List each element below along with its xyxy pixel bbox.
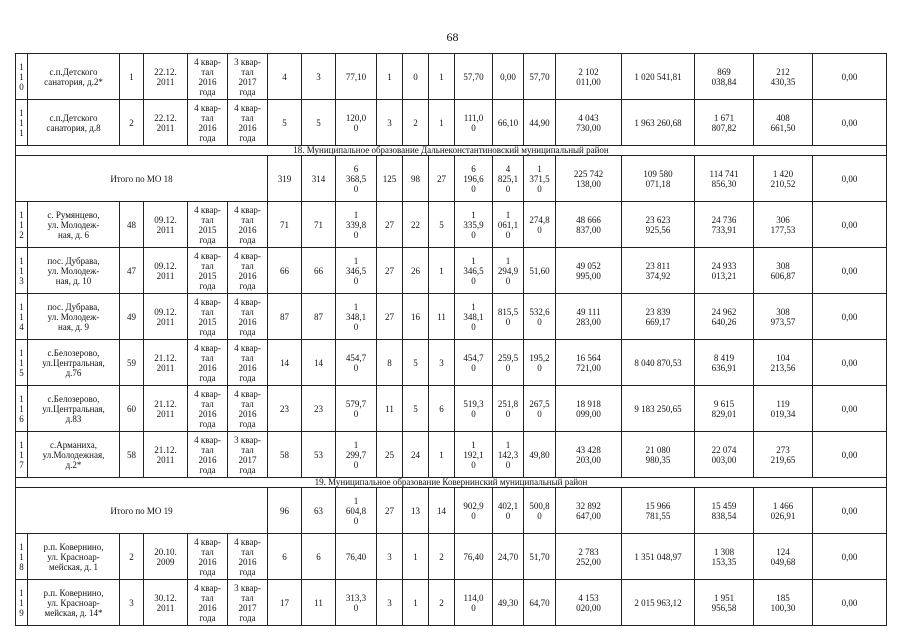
value-c12: 24,70 <box>493 534 524 580</box>
table-row <box>16 534 887 580</box>
row-index: 1 1 4 <box>16 294 28 340</box>
total-value-c14: 32 892 647,00 <box>556 488 622 534</box>
table-row <box>16 248 887 294</box>
value-c7: 77,10 <box>336 54 377 100</box>
value-c7: 76,40 <box>336 534 377 580</box>
total-value-c11: 6 196,6 0 <box>455 156 493 202</box>
address-cell: с.Белозерово, ул.Центральная, д.83 <box>28 386 120 432</box>
value-c14: 16 564 721,00 <box>556 340 622 386</box>
value-c7: 1 339,8 0 <box>336 202 377 248</box>
value-c14: 48 666 837,00 <box>556 202 622 248</box>
total-value-c7: 6 368,5 0 <box>336 156 377 202</box>
value-c5: 66 <box>268 248 302 294</box>
value-c12: 259,5 0 <box>493 340 524 386</box>
total-value-c14: 225 742 138,00 <box>556 156 622 202</box>
total-label: Итого по МО 19 <box>16 488 268 534</box>
table-row <box>16 54 887 100</box>
total-value-c12: 4 825,1 0 <box>493 156 524 202</box>
address-cell: с.Белозерово, ул.Центральная, д.76 <box>28 340 120 386</box>
value-c11: 1 335,9 0 <box>455 202 493 248</box>
value-c16: 1 671 807,82 <box>695 100 754 146</box>
value-c5: 23 <box>268 386 302 432</box>
value-c18: 0,00 <box>813 386 887 432</box>
value-c9: 5 <box>403 340 429 386</box>
value-c18: 0,00 <box>813 202 887 248</box>
value-c17: 124 049,68 <box>754 534 813 580</box>
value-c6: 87 <box>302 294 336 340</box>
value-c10: 1 <box>429 54 455 100</box>
value-c13: 195,2 0 <box>524 340 556 386</box>
plan-end-cell: 4 квар- тал 2016 года <box>228 534 268 580</box>
plan-start-cell: 4 квар- тал 2016 года <box>188 432 228 478</box>
total-value-c13: 1 371,5 0 <box>524 156 556 202</box>
address-cell: р.п. Ковернино, ул. Краснoар- мейская, д. 1 <box>28 534 120 580</box>
plan-end-cell: 3 квар- тал 2017 года <box>228 432 268 478</box>
value-c7: 313,3 0 <box>336 580 377 626</box>
value-c18: 0,00 <box>813 294 887 340</box>
value-c15: 23 811 374,92 <box>622 248 695 294</box>
row-index: 1 1 1 <box>16 100 28 146</box>
date-cell: 09.12. 2011 <box>144 248 188 294</box>
value-c10: 11 <box>429 294 455 340</box>
value-c7: 120,0 0 <box>336 100 377 146</box>
value-c6: 23 <box>302 386 336 432</box>
number-cell: 3 <box>120 580 144 626</box>
value-c15: 23 623 925,56 <box>622 202 695 248</box>
plan-end-cell: 4 квар- тал 2016 года <box>228 294 268 340</box>
total-row <box>16 488 887 534</box>
date-cell: 22.12. 2011 <box>144 54 188 100</box>
value-c14: 2 102 011,00 <box>556 54 622 100</box>
value-c16: 24 962 640,26 <box>695 294 754 340</box>
number-cell: 60 <box>120 386 144 432</box>
value-c17: 408 661,50 <box>754 100 813 146</box>
value-c8: 3 <box>377 100 403 146</box>
total-value-c9: 98 <box>403 156 429 202</box>
plan-start-cell: 4 квар- тал 2016 года <box>188 386 228 432</box>
value-c10: 5 <box>429 202 455 248</box>
plan-end-cell: 3 квар- тал 2017 года <box>228 580 268 626</box>
total-value-c17: 1 420 210,52 <box>754 156 813 202</box>
value-c9: 24 <box>403 432 429 478</box>
value-c7: 579,7 0 <box>336 386 377 432</box>
row-index: 1 1 0 <box>16 54 28 100</box>
value-c12: 815,5 0 <box>493 294 524 340</box>
value-c8: 25 <box>377 432 403 478</box>
address-cell: с. Румянцево, ул. Молодеж- ная, д. 6 <box>28 202 120 248</box>
number-cell: 2 <box>120 534 144 580</box>
value-c13: 274,8 0 <box>524 202 556 248</box>
value-c18: 0,00 <box>813 432 887 478</box>
value-c11: 111,0 0 <box>455 100 493 146</box>
value-c17: 212 430,35 <box>754 54 813 100</box>
total-value-c6: 314 <box>302 156 336 202</box>
value-c5: 58 <box>268 432 302 478</box>
value-c15: 1 351 048,97 <box>622 534 695 580</box>
value-c12: 66,10 <box>493 100 524 146</box>
value-c15: 1 020 541,81 <box>622 54 695 100</box>
value-c14: 49 111 283,00 <box>556 294 622 340</box>
value-c13: 267,5 0 <box>524 386 556 432</box>
table-row <box>16 580 887 626</box>
value-c14: 4 043 730,00 <box>556 100 622 146</box>
plan-end-cell: 4 квар- тал 2016 года <box>228 248 268 294</box>
value-c16: 869 038,84 <box>695 54 754 100</box>
value-c14: 18 918 099,00 <box>556 386 622 432</box>
value-c16: 24 933 013,21 <box>695 248 754 294</box>
row-index: 1 1 7 <box>16 432 28 478</box>
value-c9: 22 <box>403 202 429 248</box>
total-value-c11: 902,9 0 <box>455 488 493 534</box>
total-value-c15: 109 580 071,18 <box>622 156 695 202</box>
value-c15: 1 963 260,68 <box>622 100 695 146</box>
value-c5: 14 <box>268 340 302 386</box>
value-c10: 1 <box>429 432 455 478</box>
value-c8: 3 <box>377 580 403 626</box>
table-row <box>16 340 887 386</box>
value-c6: 71 <box>302 202 336 248</box>
value-c11: 1 348,1 0 <box>455 294 493 340</box>
value-c6: 66 <box>302 248 336 294</box>
date-cell: 22.12. 2011 <box>144 100 188 146</box>
address-cell: с.Арманиха, ул.Молодежная, д.2* <box>28 432 120 478</box>
value-c6: 5 <box>302 100 336 146</box>
total-value-c13: 500,8 0 <box>524 488 556 534</box>
date-cell: 21.12. 2011 <box>144 386 188 432</box>
value-c9: 0 <box>403 54 429 100</box>
plan-start-cell: 4 квар- тал 2015 года <box>188 202 228 248</box>
value-c14: 4 153 020,00 <box>556 580 622 626</box>
value-c5: 17 <box>268 580 302 626</box>
value-c18: 0,00 <box>813 340 887 386</box>
value-c11: 1 192,1 0 <box>455 432 493 478</box>
section-title: 18. Муниципальное образование Дальнеконстантиновский муниципальный район <box>16 146 887 156</box>
address-cell: пос. Дубрава, ул. Молодеж- ная, д. 10 <box>28 248 120 294</box>
value-c12: 49,30 <box>493 580 524 626</box>
value-c11: 454,7 0 <box>455 340 493 386</box>
value-c11: 519,3 0 <box>455 386 493 432</box>
value-c15: 21 080 980,35 <box>622 432 695 478</box>
total-value-c18: 0,00 <box>813 156 887 202</box>
value-c7: 1 299,7 0 <box>336 432 377 478</box>
value-c15: 8 040 870,53 <box>622 340 695 386</box>
table-row <box>16 100 887 146</box>
value-c16: 22 074 003,00 <box>695 432 754 478</box>
value-c18: 0,00 <box>813 534 887 580</box>
plan-end-cell: 4 квар- тал 2016 года <box>228 100 268 146</box>
number-cell: 47 <box>120 248 144 294</box>
value-c6: 6 <box>302 534 336 580</box>
number-cell: 59 <box>120 340 144 386</box>
plan-start-cell: 4 квар- тал 2016 года <box>188 534 228 580</box>
value-c8: 1 <box>377 54 403 100</box>
plan-start-cell: 4 квар- тал 2016 года <box>188 100 228 146</box>
value-c8: 8 <box>377 340 403 386</box>
value-c13: 51,70 <box>524 534 556 580</box>
value-c7: 1 348,1 0 <box>336 294 377 340</box>
plan-end-cell: 3 квар- тал 2017 года <box>228 54 268 100</box>
value-c12: 1 142,3 0 <box>493 432 524 478</box>
total-value-c9: 13 <box>403 488 429 534</box>
value-c9: 1 <box>403 534 429 580</box>
total-value-c5: 96 <box>268 488 302 534</box>
plan-start-cell: 4 квар- тал 2016 года <box>188 580 228 626</box>
value-c6: 53 <box>302 432 336 478</box>
value-c13: 51,60 <box>524 248 556 294</box>
value-c18: 0,00 <box>813 580 887 626</box>
value-c8: 11 <box>377 386 403 432</box>
value-c9: 2 <box>403 100 429 146</box>
total-value-c10: 14 <box>429 488 455 534</box>
value-c7: 1 346,5 0 <box>336 248 377 294</box>
table-row <box>16 386 887 432</box>
address-cell: с.п.Детского санатория, д.8 <box>28 100 120 146</box>
value-c11: 57,70 <box>455 54 493 100</box>
value-c13: 532,6 0 <box>524 294 556 340</box>
plan-start-cell: 4 квар- тал 2016 года <box>188 340 228 386</box>
date-cell: 21.12. 2011 <box>144 432 188 478</box>
value-c10: 2 <box>429 580 455 626</box>
date-cell: 30.12. 2011 <box>144 580 188 626</box>
total-value-c17: 1 466 026,91 <box>754 488 813 534</box>
total-value-c7: 1 604,8 0 <box>336 488 377 534</box>
value-c18: 0,00 <box>813 54 887 100</box>
value-c10: 1 <box>429 100 455 146</box>
total-value-c12: 402,1 0 <box>493 488 524 534</box>
number-cell: 49 <box>120 294 144 340</box>
total-value-c16: 15 459 838,54 <box>695 488 754 534</box>
value-c17: 273 219,65 <box>754 432 813 478</box>
value-c6: 14 <box>302 340 336 386</box>
value-c5: 87 <box>268 294 302 340</box>
row-index: 1 1 9 <box>16 580 28 626</box>
value-c10: 3 <box>429 340 455 386</box>
value-c6: 11 <box>302 580 336 626</box>
total-value-c8: 125 <box>377 156 403 202</box>
section-header-row <box>16 478 887 488</box>
value-c12: 1 061,1 0 <box>493 202 524 248</box>
value-c15: 9 183 250,65 <box>622 386 695 432</box>
value-c16: 8 419 636,91 <box>695 340 754 386</box>
number-cell: 2 <box>120 100 144 146</box>
value-c6: 3 <box>302 54 336 100</box>
value-c8: 27 <box>377 202 403 248</box>
value-c9: 5 <box>403 386 429 432</box>
total-label: Итого по МО 18 <box>16 156 268 202</box>
value-c9: 16 <box>403 294 429 340</box>
value-c17: 306 177,53 <box>754 202 813 248</box>
row-index: 1 1 5 <box>16 340 28 386</box>
total-value-c5: 319 <box>268 156 302 202</box>
value-c11: 1 346,5 0 <box>455 248 493 294</box>
date-cell: 21.12. 2011 <box>144 340 188 386</box>
address-cell: с.п.Детского санатория, д.2* <box>28 54 120 100</box>
value-c10: 6 <box>429 386 455 432</box>
value-c18: 0,00 <box>813 100 887 146</box>
plan-end-cell: 4 квар- тал 2016 года <box>228 386 268 432</box>
value-c14: 43 428 203,00 <box>556 432 622 478</box>
plan-start-cell: 4 квар- тал 2015 года <box>188 248 228 294</box>
value-c10: 1 <box>429 248 455 294</box>
number-cell: 58 <box>120 432 144 478</box>
section-header-row <box>16 146 887 156</box>
value-c5: 4 <box>268 54 302 100</box>
plan-end-cell: 4 квар- тал 2016 года <box>228 340 268 386</box>
number-cell: 48 <box>120 202 144 248</box>
value-c7: 454,7 0 <box>336 340 377 386</box>
total-value-c10: 27 <box>429 156 455 202</box>
value-c17: 104 213,56 <box>754 340 813 386</box>
value-c17: 308 973,57 <box>754 294 813 340</box>
value-c5: 5 <box>268 100 302 146</box>
section-title: 19. Муниципальное образование Ковернинский муниципальный район <box>16 478 887 488</box>
value-c16: 1 308 153,35 <box>695 534 754 580</box>
value-c18: 0,00 <box>813 248 887 294</box>
value-c16: 24 736 733,91 <box>695 202 754 248</box>
value-c10: 2 <box>429 534 455 580</box>
value-c15: 23 839 669,17 <box>622 294 695 340</box>
total-value-c16: 114 741 856,30 <box>695 156 754 202</box>
value-c17: 308 606,87 <box>754 248 813 294</box>
value-c13: 57,70 <box>524 54 556 100</box>
total-row <box>16 156 887 202</box>
value-c11: 76,40 <box>455 534 493 580</box>
value-c15: 2 015 963,12 <box>622 580 695 626</box>
total-value-c8: 27 <box>377 488 403 534</box>
date-cell: 20.10. 2009 <box>144 534 188 580</box>
value-c12: 0,00 <box>493 54 524 100</box>
row-index: 1 1 8 <box>16 534 28 580</box>
value-c14: 2 783 252,00 <box>556 534 622 580</box>
value-c12: 251,8 0 <box>493 386 524 432</box>
date-cell: 09.12. 2011 <box>144 294 188 340</box>
address-cell: р.п. Ковернино, ул. Красноар- мейская, д. 14* <box>28 580 120 626</box>
value-c5: 71 <box>268 202 302 248</box>
plan-end-cell: 4 квар- тал 2016 года <box>228 202 268 248</box>
housing-program-table <box>15 53 887 626</box>
value-c8: 3 <box>377 534 403 580</box>
page-number: 68 <box>446 30 459 44</box>
value-c13: 64,70 <box>524 580 556 626</box>
value-c13: 49,80 <box>524 432 556 478</box>
address-cell: пос. Дубрава, ул. Молодеж- ная, д. 9 <box>28 294 120 340</box>
total-value-c18: 0,00 <box>813 488 887 534</box>
row-index: 1 1 2 <box>16 202 28 248</box>
total-value-c15: 15 966 781,55 <box>622 488 695 534</box>
value-c16: 1 951 956,58 <box>695 580 754 626</box>
value-c5: 6 <box>268 534 302 580</box>
value-c9: 26 <box>403 248 429 294</box>
table-row <box>16 294 887 340</box>
date-cell: 09.12. 2011 <box>144 202 188 248</box>
number-cell: 1 <box>120 54 144 100</box>
value-c9: 1 <box>403 580 429 626</box>
value-c12: 1 294,9 0 <box>493 248 524 294</box>
table-row <box>16 432 887 478</box>
value-c11: 114,0 0 <box>455 580 493 626</box>
value-c13: 44,90 <box>524 100 556 146</box>
value-c17: 119 019,34 <box>754 386 813 432</box>
value-c16: 9 615 829,01 <box>695 386 754 432</box>
table-row <box>16 202 887 248</box>
value-c17: 185 100,30 <box>754 580 813 626</box>
value-c14: 49 052 995,00 <box>556 248 622 294</box>
value-c8: 27 <box>377 248 403 294</box>
row-index: 1 1 3 <box>16 248 28 294</box>
plan-start-cell: 4 квар- тал 2015 года <box>188 294 228 340</box>
row-index: 1 1 6 <box>16 386 28 432</box>
total-value-c6: 63 <box>302 488 336 534</box>
value-c8: 27 <box>377 294 403 340</box>
plan-start-cell: 4 квар- тал 2016 года <box>188 54 228 100</box>
